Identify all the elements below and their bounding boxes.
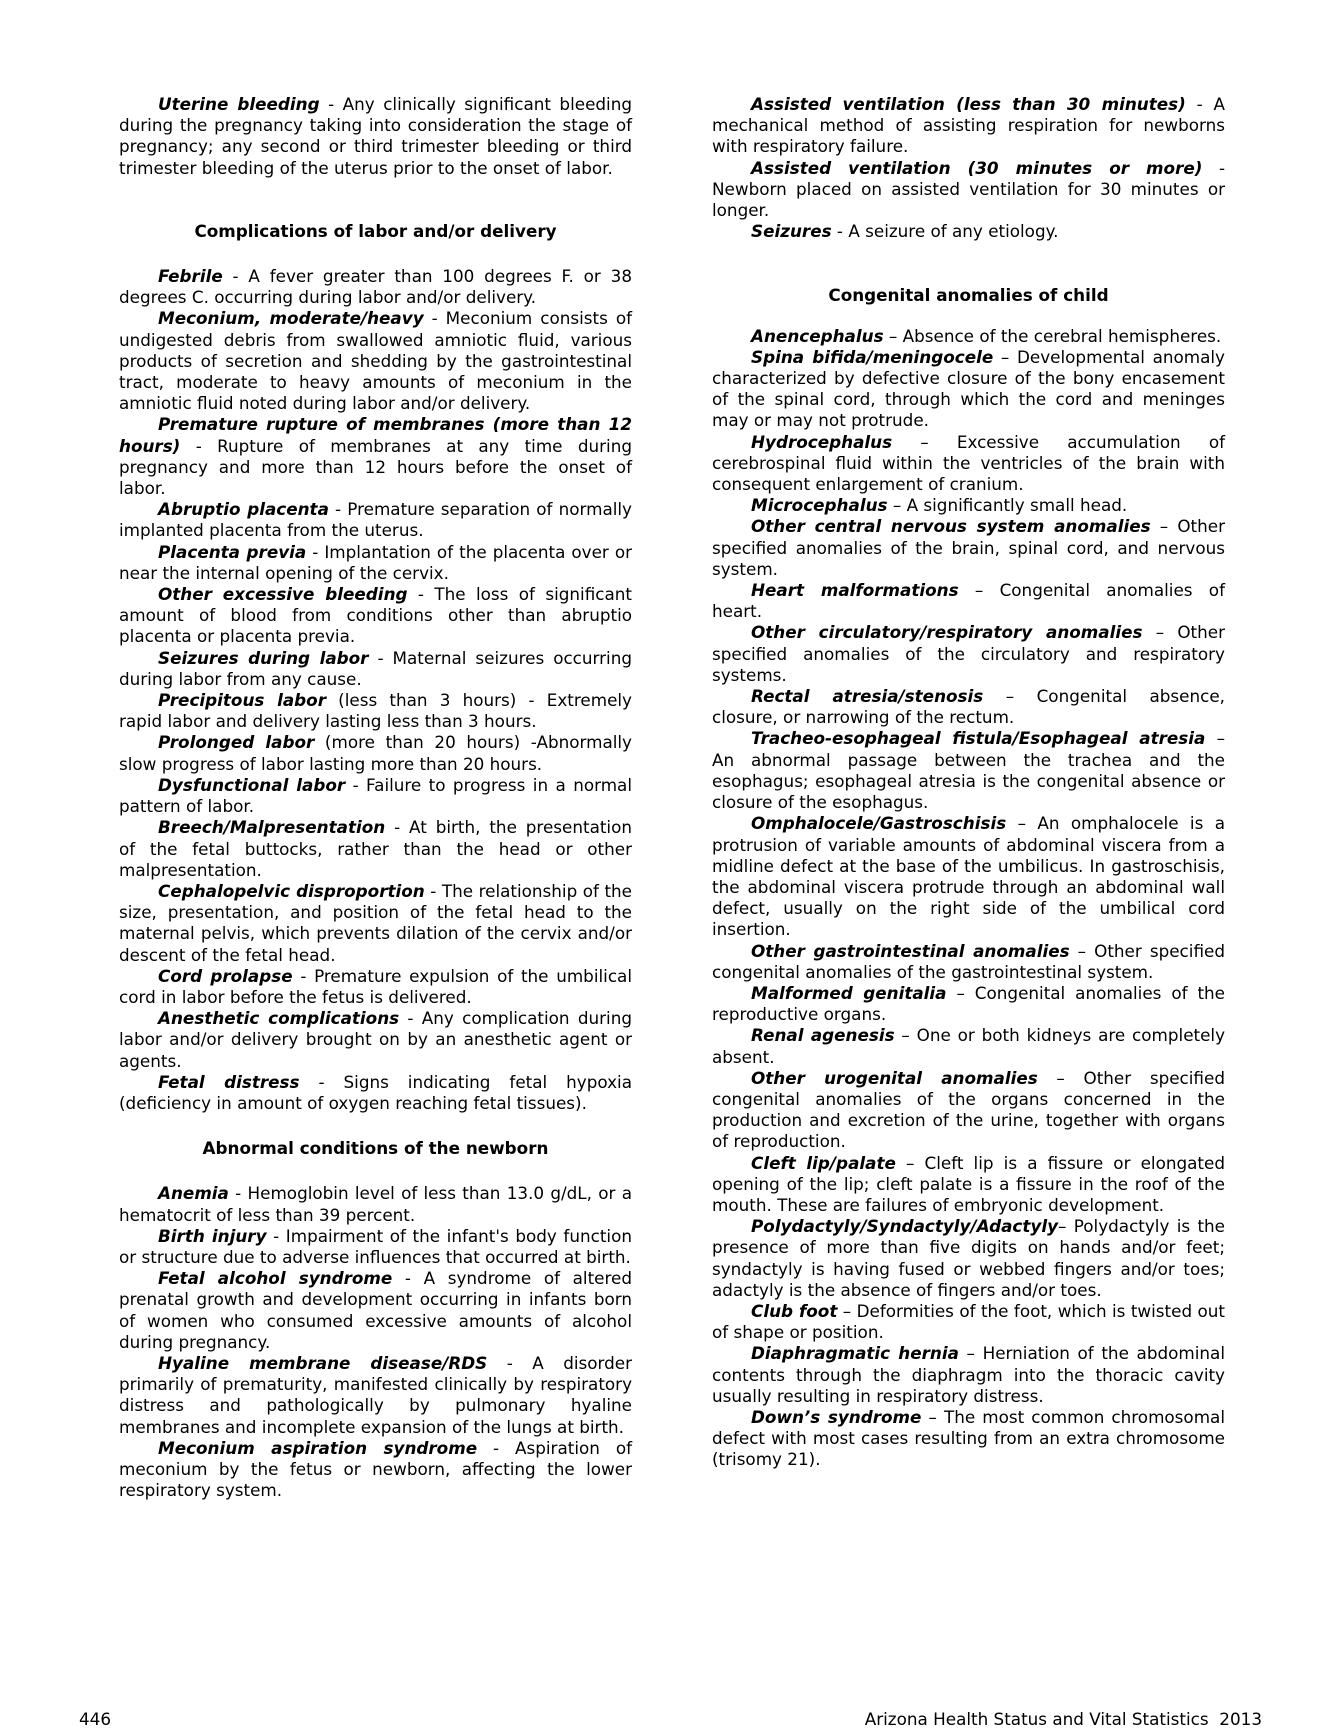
definition-text: - At birth, the presentation of the fetal buttocks, rather than the head or other malpresentation.: [119, 817, 632, 880]
definition-entry: [712, 941, 1225, 983]
definition-term: Febrile: [158, 266, 223, 287]
definition-entry: [712, 94, 1225, 158]
definition-term: Rectal atresia/stenosis: [751, 686, 984, 707]
definition-entry: [119, 1438, 632, 1502]
definition-text: – Excessive accumulation of cerebrospinal fluid within the ventricles of the brain with consequent enlargement of cranium.: [712, 431, 1225, 495]
definition-term: Other gastrointestinal anomalies: [751, 940, 1070, 961]
definition-term: Club foot: [751, 1300, 838, 1321]
definition-text: – The most common chromosomal defect with most cases resulting from an extra chromosome (trisomy 21).: [712, 1406, 1225, 1470]
definition-entry: [712, 347, 1225, 432]
definition-text: – Congenital absence, closure, or narrowing of the rectum.: [712, 686, 1225, 728]
definition-text: - Maternal seizures occurring during labor from any cause.: [119, 647, 633, 689]
definition-entry: [712, 983, 1225, 1025]
section-heading: Complications of labor and/or delivery: [194, 220, 557, 241]
definition-text: - A mechanical method of assisting respiration for newborns with respiratory failure.: [712, 94, 1225, 157]
definition-entry: [119, 1072, 632, 1114]
definition-term: Other urogenital anomalies: [751, 1067, 1038, 1088]
definition-text: - Hemoglobin level of less than 13.0 g/dL, or a hematocrit of less than 39 percent.: [119, 1183, 632, 1225]
definition-term: Seizures: [751, 221, 832, 242]
definition-term: Birth injury: [158, 1225, 267, 1246]
definition-text: - A seizure of any etiology.: [831, 221, 1059, 242]
definition-entry: [712, 686, 1225, 728]
definition-entry: [712, 326, 1225, 347]
definition-entry: [119, 542, 632, 584]
publication-title: Arizona Health Status and Vital Statistics 2013: [864, 1709, 1262, 1729]
definition-term: Fetal alcohol syndrome: [158, 1268, 393, 1289]
definition-term: Heart malformations: [751, 580, 959, 601]
definition-entry: [119, 881, 632, 966]
definition-entry: [712, 516, 1225, 580]
section-heading: Abnormal conditions of the newborn: [202, 1138, 549, 1159]
definition-term: Cephalopelvic disproportion: [158, 880, 425, 901]
definition-text: – Other specified anomalies of the circulatory and respiratory systems.: [712, 622, 1225, 685]
definition-text: - The loss of significant amount of blood from conditions other than abruptio placenta or placenta previa.: [119, 584, 632, 647]
definition-entry: [119, 94, 632, 179]
definition-entry: [119, 499, 632, 541]
definition-term: Tracheo-esophageal fistula/Esophageal atresia: [751, 728, 1206, 749]
definition-text: (more than 20 hours) -Abnormally slow progress of labor lasting more than 20 hours.: [119, 732, 632, 774]
definition-text: – Other specified congenital anomalies of the gastrointestinal system.: [712, 940, 1225, 982]
definition-text: - The relationship of the size, presentation, and position of the fetal head to the maternal pelvis, which prevents dilation of the cervix and/or descent of the fetal head.: [119, 880, 633, 965]
definition-term: Meconium aspiration syndrome: [158, 1437, 478, 1458]
definition-term: Diaphragmatic hernia: [751, 1343, 959, 1364]
definition-entry: [712, 432, 1225, 496]
definition-term: Seizures during labor: [158, 647, 369, 668]
definition-text: – An omphalocele is a protrusion of variable amounts of abdominal viscera from a midline defect at the base of the umbilicus. In gastroschisis, the abdominal viscera protrude through an abdominal wall defect, usually on the right side of the umbilical cord insertion.: [712, 813, 1225, 940]
definition-term: Other excessive bleeding: [158, 584, 408, 605]
definition-entry: [119, 584, 632, 648]
definition-text: – Other specified anomalies of the brain, spinal cord, and nervous system.: [712, 516, 1225, 579]
definition-text: - A disorder primarily of prematurity, manifested clinically by respiratory distress and pathologically by pulmonary hyaline membranes and incomplete expansion of the lungs at birth.: [119, 1352, 633, 1437]
definition-term: Uterine bleeding: [158, 94, 320, 114]
definition-term: Omphalocele/Gastroschisis: [751, 813, 1007, 834]
definition-text: (less than 3 hours) - Extremely rapid labor and delivery lasting less than 3 hours.: [119, 690, 632, 732]
definition-entry: [712, 221, 1225, 242]
definition-term: Other central nervous system anomalies: [751, 516, 1151, 537]
definition-term: Other circulatory/respiratory anomalies: [751, 622, 1143, 643]
definition-text: – Absence of the cerebral hemispheres.: [883, 325, 1222, 346]
definition-text: – Herniation of the abdominal contents through the diaphragm into the thoracic cavity usually resulting in respiratory distress.: [712, 1343, 1225, 1406]
definition-term: Placenta previa: [158, 541, 307, 562]
definition-entry: [712, 728, 1225, 813]
definition-text: - Impairment of the infant's body function or structure due to adverse influences that occurred at birth.: [119, 1225, 632, 1267]
definition-term: Hydrocephalus: [751, 431, 893, 452]
definition-text: - Failure to progress in a normal pattern of labor.: [119, 774, 633, 817]
definition-entry: [119, 308, 632, 414]
definition-entry: [712, 1068, 1225, 1153]
definition-entry: [712, 1343, 1225, 1407]
definition-term: Assisted ventilation (less than 30 minutes): [751, 94, 1186, 114]
definition-entry: [119, 648, 632, 690]
definition-text: - Newborn placed on assisted ventilation for 30 minutes or longer.: [712, 157, 1225, 221]
definition-term: Cleft lip/palate: [751, 1152, 896, 1173]
definition-text: – Congenital anomalies of heart.: [712, 580, 1225, 622]
definition-entry: [712, 495, 1225, 516]
definition-text: - Implantation of the placenta over or near the internal opening of the cervix.: [119, 541, 632, 583]
definition-entry: [119, 817, 632, 881]
definition-term: Dysfunctional labor: [158, 774, 346, 795]
definition-term: Anesthetic complications: [158, 1008, 400, 1029]
definition-term: Polydactyly/Syndactyly/Adactyly: [751, 1216, 1059, 1237]
definition-entry: [119, 1353, 632, 1438]
definition-term: Meconium, moderate/heavy: [158, 308, 424, 329]
definition-text: – Other specified congenital anomalies of the organs concerned in the production and excretion of the urine, together with organs of reproduction.: [712, 1067, 1225, 1152]
definition-term: Hyaline membrane disease/RDS: [158, 1352, 488, 1373]
definition-entry: [712, 1025, 1225, 1067]
definition-text: - Aspiration of meconium by the fetus or newborn, affecting the lower respiratory system.: [119, 1437, 632, 1501]
definition-entry: [119, 966, 632, 1008]
definition-term: Precipitous labor: [158, 690, 326, 711]
definition-text: - A syndrome of altered prenatal growth and development occurring in infants born of women who consumed excessive amounts of alcohol during pregnancy.: [119, 1268, 632, 1352]
definition-entry: [712, 1216, 1225, 1301]
definition-term: Renal agenesis: [751, 1025, 895, 1046]
left-column: [119, 94, 632, 1501]
definition-term: Anemia: [158, 1183, 229, 1204]
definition-text: – Cleft lip is a fissure or elongated opening of the lip; cleft palate is a fissure in the roof of the mouth. These are failures of embryonic development.: [712, 1152, 1225, 1215]
page-number: 446: [79, 1709, 112, 1729]
definition-term: Microcephalus: [751, 495, 888, 516]
definition-term: Fetal distress: [158, 1071, 300, 1092]
definition-text: - Premature expulsion of the umbilical cord in labor before the fetus is delivered.: [119, 965, 632, 1007]
definition-entry: [119, 414, 632, 499]
definition-text: – A significantly small head.: [887, 495, 1128, 516]
definition-term: Anencephalus: [751, 325, 884, 346]
definition-text: - Rupture of membranes at any time during pregnancy and more than 12 hours before the onset of labor.: [119, 435, 632, 499]
definition-text: – Congenital anomalies of the reproductive organs.: [712, 982, 1226, 1025]
definition-entry: [119, 1008, 632, 1072]
definition-entry: [712, 1301, 1225, 1343]
definition-term: Prolonged labor: [158, 732, 315, 753]
definition-text: – Deformities of the foot, which is twisted out of shape or position.: [712, 1300, 1225, 1343]
definition-entry: [119, 1226, 632, 1268]
definition-text: – An abnormal passage between the trachea and the esophagus; esophageal atresia is the congenital absence or closure of the esophagus.: [712, 728, 1225, 813]
definition-text: – Polydactyly is the presence of more than five digits on hands and/or feet; syndactyly is having fused or webbed fingers and/or toes; adactyly is the absence of fingers and/or toes.: [712, 1216, 1225, 1300]
definition-entry: [712, 580, 1225, 622]
definition-entry: [119, 775, 632, 817]
section-heading: Congenital anomalies of child: [828, 285, 1109, 306]
definition-entry: [119, 732, 632, 774]
definition-entry: [712, 1153, 1225, 1217]
definition-term: Spina bifida/meningocele: [751, 346, 994, 367]
definition-entry: [119, 690, 632, 732]
definition-term: Malformed genitalia: [751, 982, 947, 1003]
definition-term: Breech/Malpresentation: [158, 817, 386, 838]
definition-entry: [712, 1407, 1225, 1471]
right-column: [712, 94, 1225, 1471]
definition-text: - Meconium consists of undigested debris from swallowed amniotic fluid, various products of secretion and shedding by the gastrointestinal tract, moderate to heavy amounts of meconium in the amniotic fluid noted during labor and/or delivery.: [119, 308, 632, 414]
definition-term: Abruptio placenta: [158, 499, 329, 520]
definition-entry: [712, 158, 1225, 222]
definition-text: - Signs indicating fetal hypoxia (deficiency in amount of oxygen reaching fetal tissues).: [119, 1071, 632, 1113]
definition-text: - Any clinically significant bleeding during the pregnancy taking into consideration the stage of pregnancy; any second or third trimester bleeding or third trimester bleeding of the uterus prior to the onset of labor.: [119, 94, 633, 178]
definition-entry: [119, 1183, 632, 1225]
definition-entry: [119, 266, 632, 308]
definition-text: - Premature separation of normally implanted placenta from the uterus.: [119, 499, 632, 541]
definition-entry: [712, 622, 1225, 686]
definition-text: - A fever greater than 100 degrees F. or 38 degrees C. occurring during labor and/or delivery.: [119, 266, 632, 308]
definition-text: - Any complication during labor and/or delivery brought on by an anesthetic agent or agents.: [119, 1008, 632, 1071]
definition-term: Premature rupture of membranes (more than 12 hours): [119, 414, 632, 456]
definition-text: – One or both kidneys are completely absent.: [712, 1025, 1226, 1067]
definition-term: Down’s syndrome: [751, 1406, 922, 1427]
definition-term: Cord prolapse: [158, 965, 293, 986]
definition-text: – Developmental anomaly characterized by defective closure of the bony encasement of the spinal cord, through which the cord and meninges may or may not protrude.: [712, 346, 1225, 431]
definition-term: Assisted ventilation (30 minutes or more): [751, 157, 1203, 178]
definition-entry: [119, 1268, 632, 1353]
definition-entry: [712, 813, 1225, 940]
